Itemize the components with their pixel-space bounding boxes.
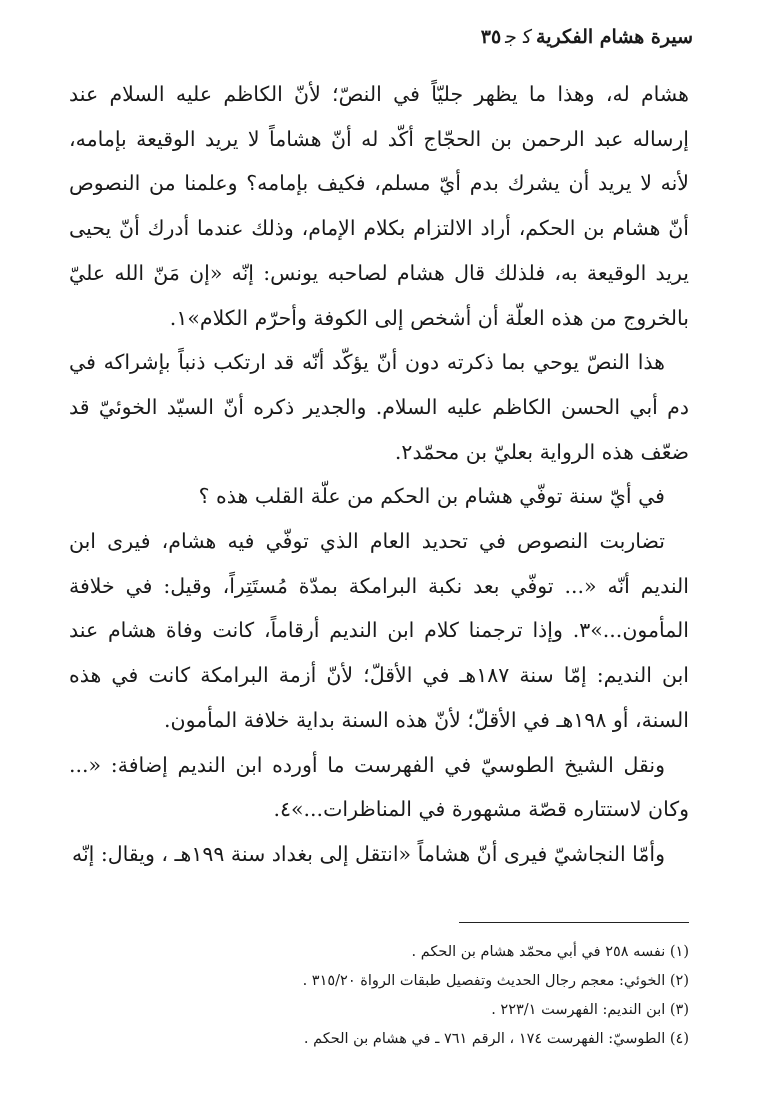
footnotes — [69, 938, 689, 1054]
paragraph-najashi: وأمّا النجاشيّ فيرى أنّ هشاماً «انتقل إلى بغداد سنة ١٩٩هـ ، ويقال: إنّه — [71, 841, 665, 866]
footnote-3: (٣) ابن النديم: الفهرست ٢٢٣/١ . — [491, 1002, 689, 1018]
paragraph-death-date: تضاربت النصوص في تحديد العام الذي توفّي فيه هشام، فيرى ابن النديم أنّه «... توفّي بعد نكبة البرامكة بمدّة مُستَتِراً، وقيل: في خلافة المأمون...»٣. وإذا ترجمنا كلام ابن النديم أرقاماً، كانت وفاة هشام عند ابن النديم: إمّا سنة ١٨٧هـ في الأقلّ؛ لأنّ أزمة البرامكة كانت في هذه السنة، أو ١٩٨هـ في الأقلّ؛ لأنّ هذه السنة بداية خلافة المأمون. — [69, 529, 689, 732]
paragraph-continuation: هشام له، وهذا ما يظهر جليّاً في النصّ؛ لأنّ الكاظم عليه السلام عند إرساله عبد الرحمن بن الحجّاج أكّد له أنّ هشاماً لا يريد الوقيعة بإمامه، لأنه لا يريد أن يشرك بدم أيّ مسلم، فكيف بإمامه؟ وعلمنا من النصوص أنّ هشام بن الحكم، أراد الالتزام بكلام الإمام، وذلك عندما أدرك أنّ يحيى يريد الوقيعة به، فلذلك قال هشام لصاحبه يونس: إنّه «إن مَنّ الله عليّ بالخروج من هذه العلّة أن أشخص إلى الكوفة وأحرّم الكلام»١. — [69, 82, 689, 330]
footnote-1: (١) نفسه ٢٥٨ في أبي محمّد هشام بن الحكم . — [411, 944, 689, 960]
footnote-4: (٤) الطوسيّ: الفهرست ١٧٤ ، الرقم ٧٦١ ـ في هشام بن الحكم . — [303, 1031, 689, 1047]
footnote-divider — [459, 922, 689, 923]
paragraph-tusi: ونقل الشيخ الطوسيّ في الفهرست ما أورده ابن النديم إضافة: «... وكان لاستتاره قصّة مشهورة في المناظرات...»٤. — [69, 752, 689, 822]
header-separator: ﻛ ﺟ — [505, 26, 533, 48]
page-number: ٣٥ — [480, 26, 502, 48]
body-text — [69, 72, 689, 877]
paragraph-question-heading: في أيّ سنة توفّي هشام بن الحكم من علّة القلب هذه ؟ — [198, 484, 665, 509]
header-title: سيرة هشام الفكرية — [536, 26, 693, 48]
paragraph-hadith-commentary: هذا النصّ يوحي بما ذكرته دون أنّ يؤكّد أنّه قد ارتكب ذنباً بإشراكه في دم أبي الحسن الكاظم عليه السلام. والجدير ذكره أنّ السيّد الخوئيّ قد ضعّف هذه الرواية بعليّ بن محمّد٢. — [69, 350, 689, 464]
running-header — [70, 26, 693, 48]
footnote-2: (٢) الخوئي: معجم رجال الحديث وتفصيل طبقات الرواة ٣١٥/٢٠ . — [302, 973, 689, 989]
